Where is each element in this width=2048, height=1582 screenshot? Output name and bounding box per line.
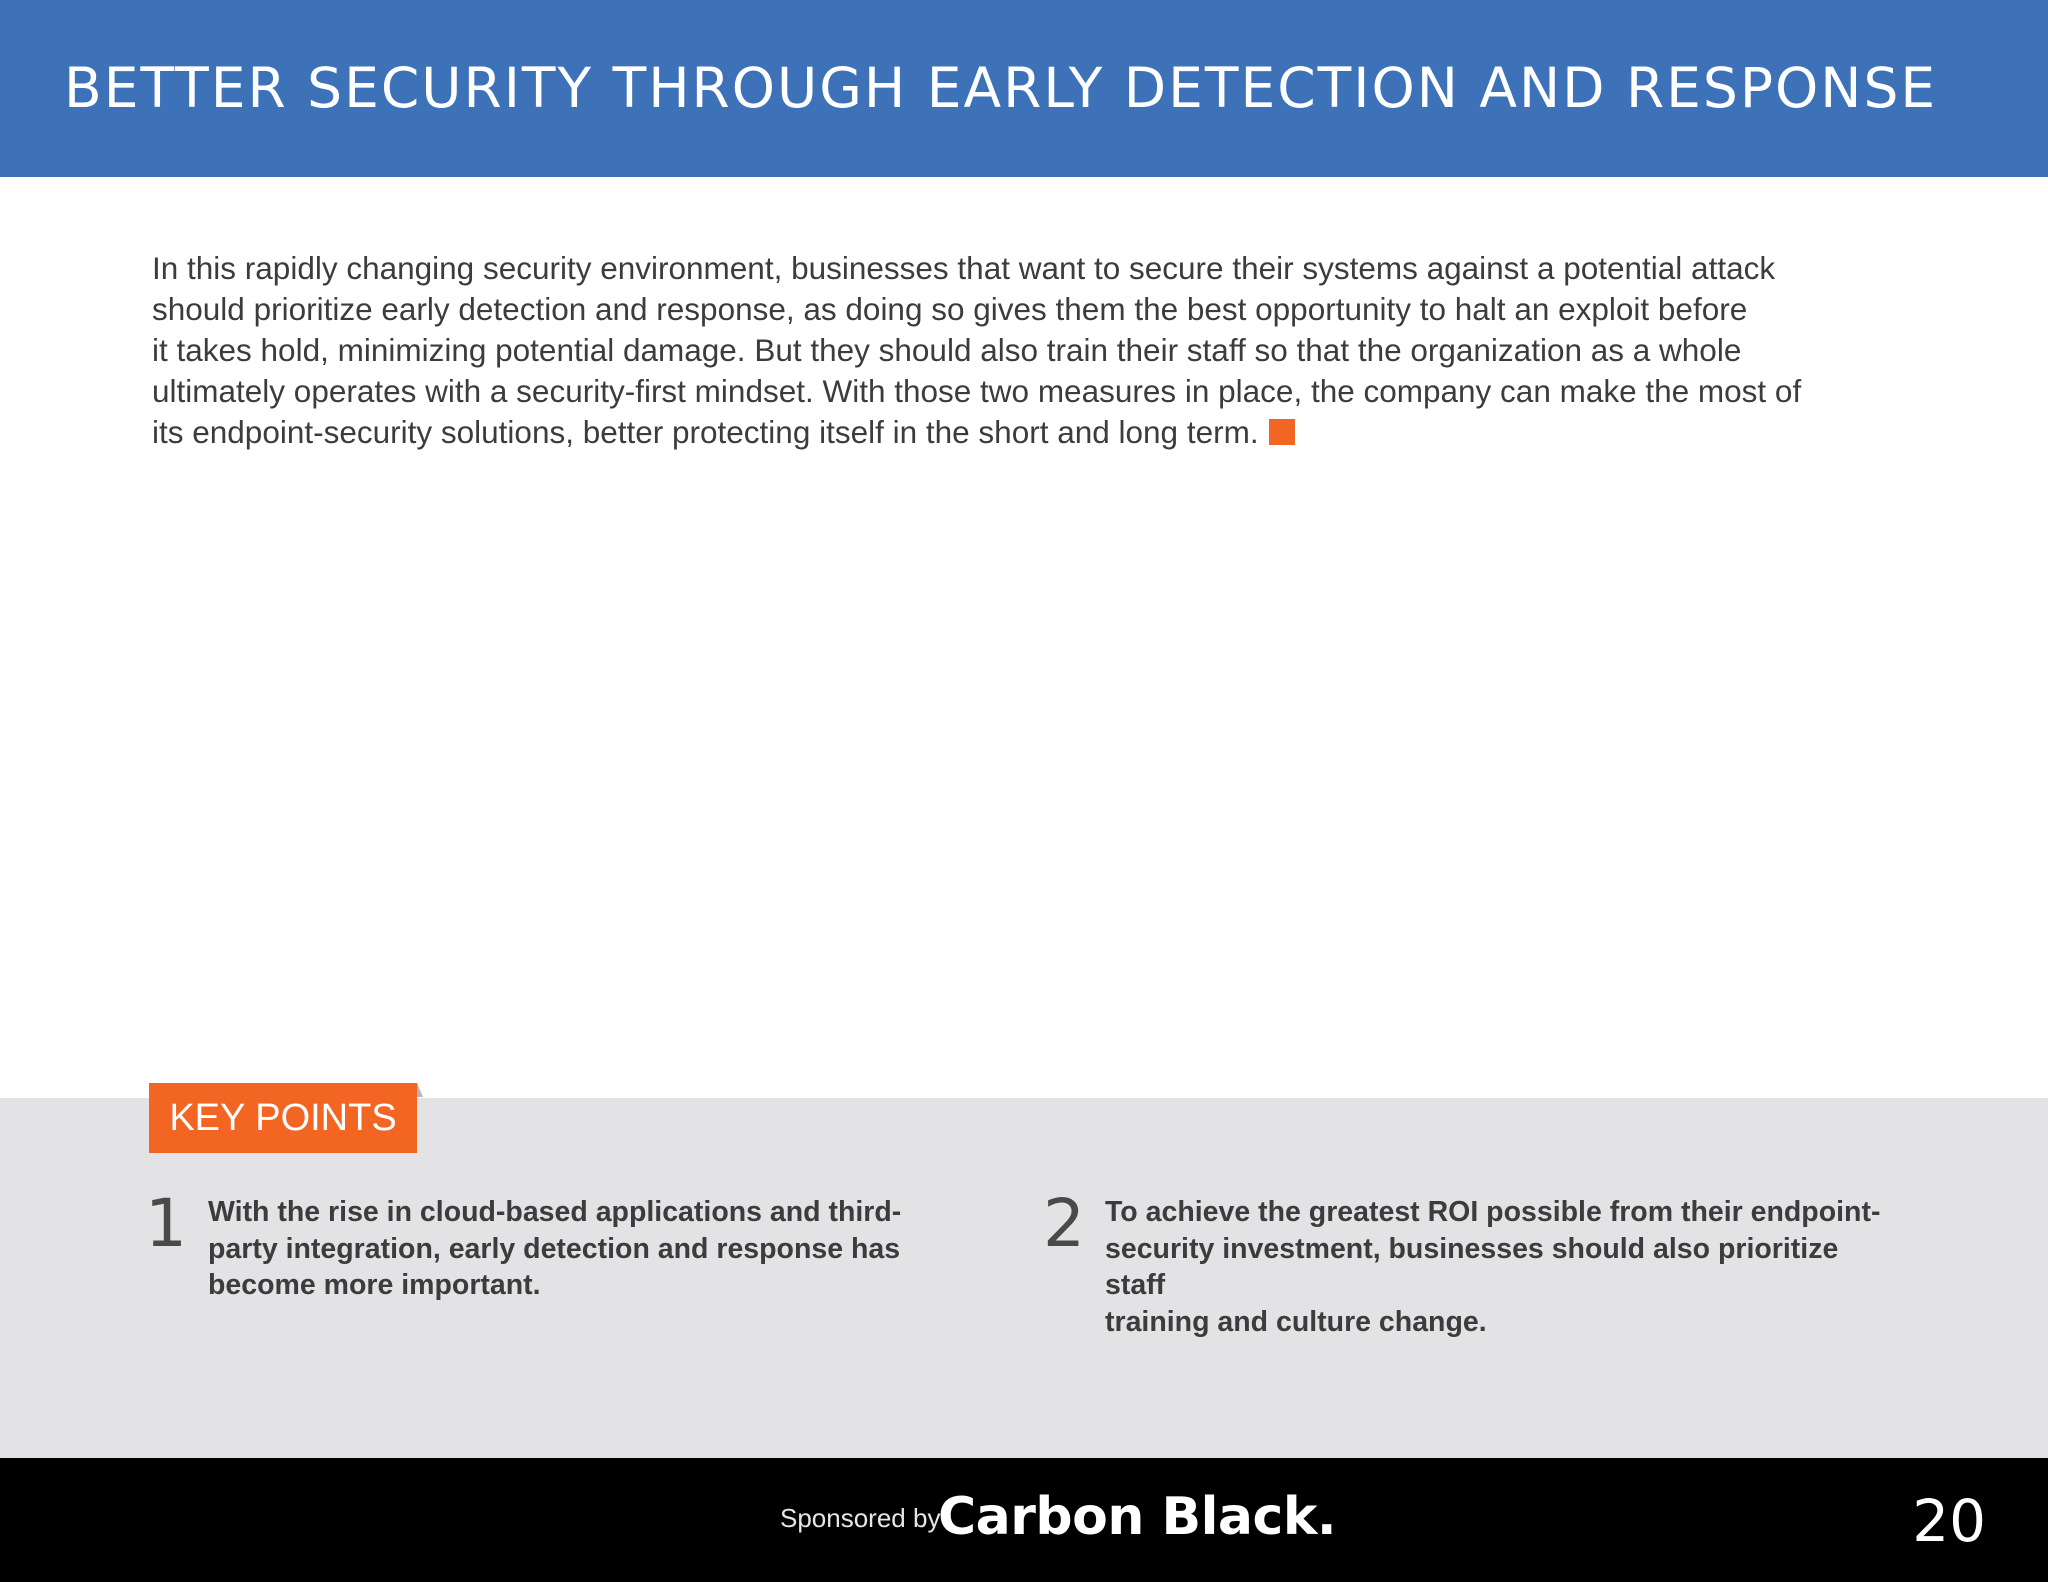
key-points-tab-fold (417, 1083, 423, 1097)
key-point-text: To achieve the greatest ROI possible from their endpoint- security investment, businesses should also prioritize staff training and culture change. (1105, 1196, 1881, 1338)
key-points-label: KEY POINTS (149, 1083, 417, 1153)
page-title: BETTER SECURITY THROUGH EARLY DETECTION AND RESPONSE (64, 56, 1938, 120)
body-paragraph-text: In this rapidly changing security environment, businesses that want to secure their systems against a potential attack should prioritize early detection and response, as doing so gives them the best opportunity to halt an exploit before it takes hold, minimizing potential damage. But they should also train their staff so that the organization as a whole ultimately operates with a security-first mindset. With those two measures in place, the company can make the most of its endpoint-security solutions, better protecting itself in the short and long term. (152, 250, 1802, 450)
end-of-article-marker (1269, 419, 1295, 445)
page-header (0, 0, 2048, 177)
key-point-number: 1 (145, 1185, 187, 1262)
key-point-text: With the rise in cloud-based applications and third- party integration, early detection and response has become more important. (208, 1196, 902, 1301)
sponsored-by-label: Sponsored by (780, 1503, 941, 1533)
page-number: 20 (1912, 1487, 1986, 1555)
key-point-number: 2 (1043, 1185, 1085, 1262)
body-paragraph (152, 248, 1872, 453)
carbon-black-logo: Carbon Black. (938, 1487, 1337, 1547)
